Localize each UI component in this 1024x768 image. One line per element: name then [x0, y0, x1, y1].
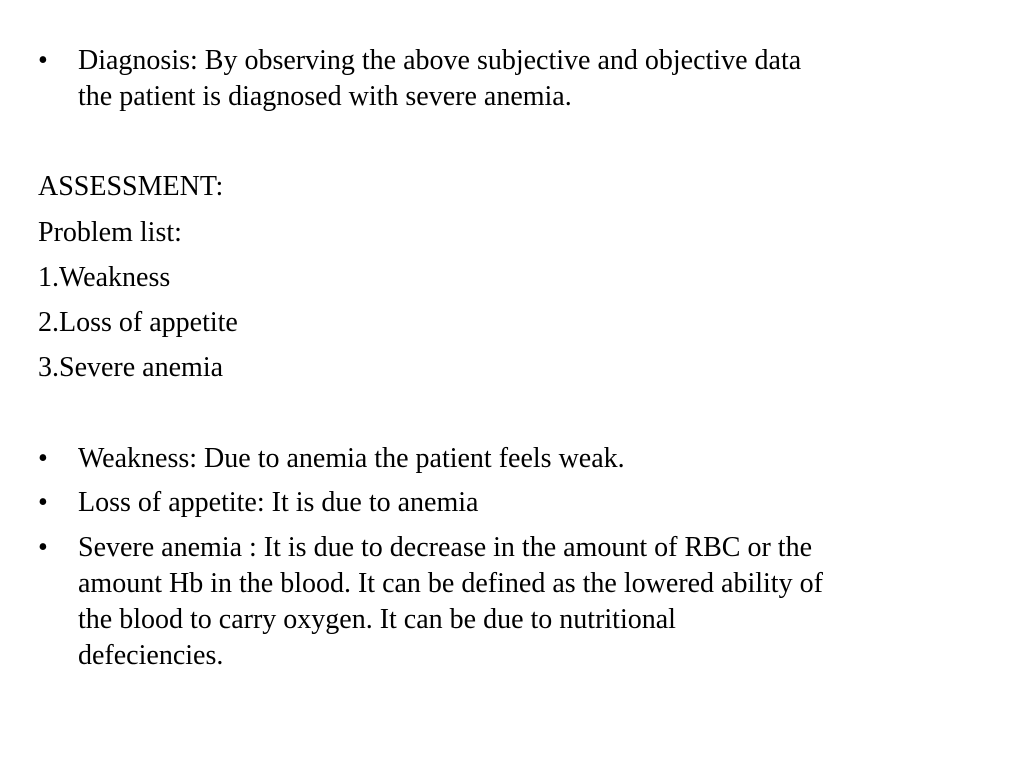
severe-anemia-line-3: the blood to carry oxygen. It can be due to nutritional	[78, 604, 676, 635]
diagnosis-line-1: Diagnosis: By observing the above subjective and objective data	[78, 45, 802, 76]
bullet-icon: •	[38, 532, 48, 563]
problem-list-label: Problem list:	[38, 217, 182, 248]
problem-item-anemia: 3.Severe anemia	[38, 352, 224, 383]
severe-anemia-line-2: amount Hb in the blood. It can be defined as the lowered ability of	[78, 568, 823, 599]
bullet-icon: •	[38, 443, 48, 474]
bullet-icon: •	[38, 487, 48, 518]
severe-anemia-bullet	[38, 530, 998, 674]
severe-anemia-text	[78, 530, 998, 674]
diagnosis-bullet	[38, 43, 998, 115]
problem-item-weakness: 1.Weakness	[38, 262, 171, 293]
appetite-bullet	[38, 485, 998, 521]
bullet-icon: •	[38, 45, 48, 76]
weakness-bullet	[38, 441, 998, 477]
appetite-line-1: Loss of appetite: It is due to anemia	[78, 487, 479, 518]
weakness-line-1: Weakness: Due to anemia the patient feels weak.	[78, 443, 625, 474]
diagnosis-line-2: the patient is diagnosed with severe anemia.	[78, 81, 572, 112]
diagnosis-text	[78, 43, 998, 115]
problem-item-appetite: 2.Loss of appetite	[38, 307, 238, 338]
assessment-heading: ASSESSMENT:	[38, 171, 224, 202]
appetite-text	[78, 485, 998, 521]
severe-anemia-line-4: defeciencies.	[78, 640, 224, 671]
severe-anemia-line-1: Severe anemia : It is due to decrease in the amount of RBC or the	[78, 532, 813, 563]
weakness-text	[78, 441, 998, 477]
